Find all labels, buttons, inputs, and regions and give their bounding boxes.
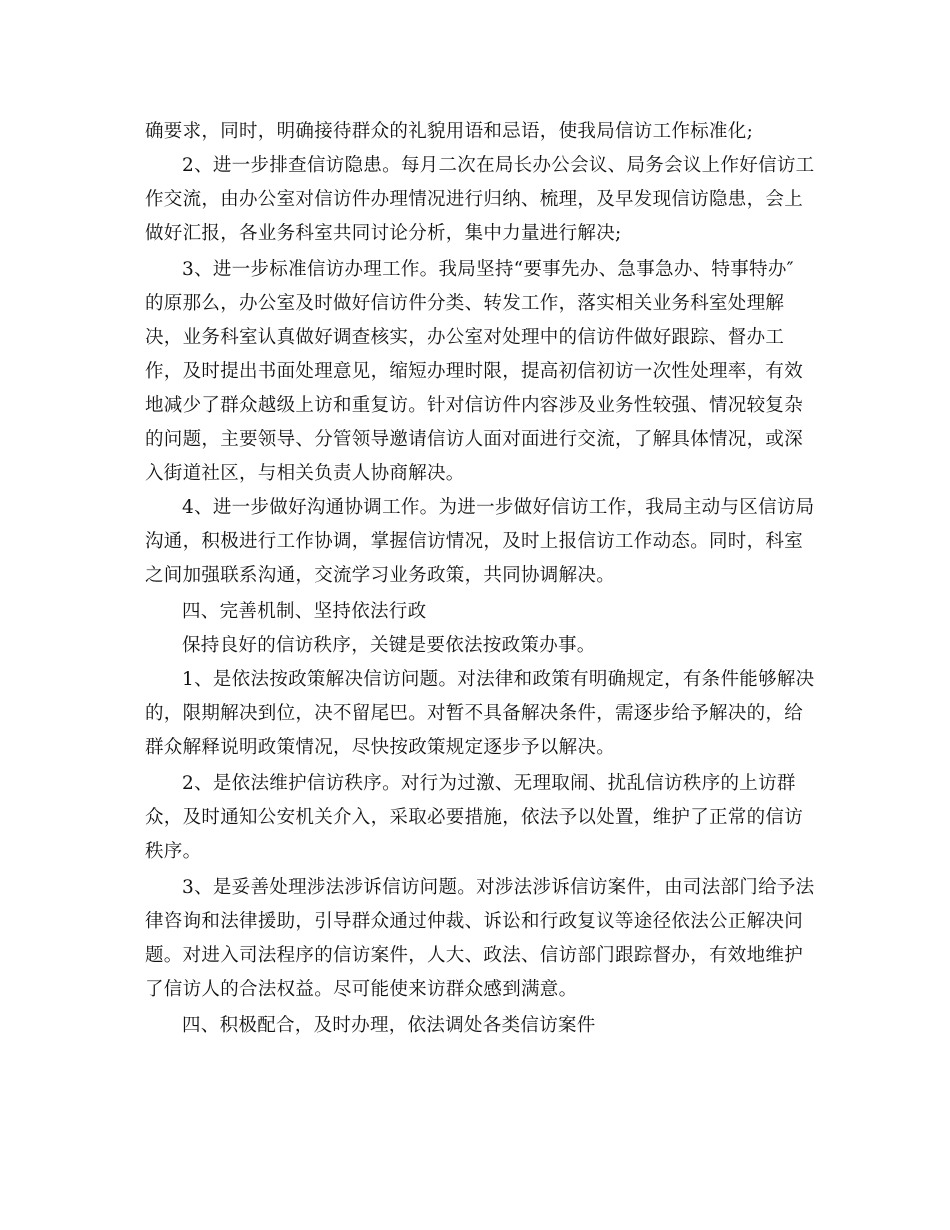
text-line: 作交流，由办公室对信访件办理情况进行归纳、梳理，及早发现信访隐患，会上 [145, 189, 804, 210]
text-line: 的问题，主要领导、分管领导邀请信访人面对面进行交流，了解具体情况，或深 [145, 429, 804, 450]
section-heading: 四、完善机制、坚持依法行政 [182, 601, 427, 622]
text-line: 地减少了群众越级上访和重复访。针对信访件内容涉及业务性较强、情况较复杂 [145, 395, 804, 416]
text-line: 律咨询和法律援助，引导群众通过仲裁、诉讼和行政复议等途径依法公正解决问 [145, 911, 804, 932]
text-line: 3、是妥善处理涉法涉诉信访问题。对涉法涉诉信访案件，由司法部门给予法 [182, 877, 815, 898]
text-line: 决，业务科室认真做好调查核实，办公室对处理中的信访件做好跟踪、督办工 [145, 327, 785, 348]
text-line: 题。对进入司法程序的信访案件，人大、政法、信访部门跟踪督办，有效地维护 [145, 945, 804, 966]
text-line: 之间加强联系沟通，交流学习业务政策，共同协调解决。 [145, 565, 616, 586]
text-line: 作，及时提出书面处理意见，缩短办理时限，提高初信初访一次性处理率，有效 [145, 361, 804, 382]
text-line: 3、进一步标准信访办理工作。我局坚持“要事先办、急事急办、特事特办″ [182, 259, 794, 280]
text-line: 的原那么，办公室及时做好信访件分类、转发工作，落实相关业务科室处理解 [145, 293, 785, 314]
text-line: 众，及时通知公安机关介入，采取必要措施，依法予以处置，维护了正常的信访 [145, 807, 804, 828]
text-line: 的，限期解决到位，决不留尾巴。对暂不具备解决条件，需逐步给予解决的，给 [145, 703, 804, 724]
text-line: 群众解释说明政策情况，尽快按政策规定逐步予以解决。 [145, 737, 616, 758]
text-line: 4、进一步做好沟通协调工作。为进一步做好信访工作，我局主动与区信访局 [182, 497, 815, 518]
text-line: 确要求，同时，明确接待群众的礼貌用语和忌语，使我局信访工作标准化; [145, 121, 754, 142]
text-line: 沟通，积极进行工作协调，掌握信访情况，及时上报信访工作动态。同时，科室 [145, 531, 804, 552]
text-line: 2、是依法维护信访秩序。对行为过激、无理取闹、扰乱信访秩序的上访群 [182, 773, 796, 794]
text-line: 了信访人的合法权益。尽可能使来访群众感到满意。 [145, 979, 578, 1000]
section-heading: 四、积极配合，及时办理，依法调处各类信访案件 [182, 1015, 596, 1036]
text-line: 保持良好的信访秩序，关键是要依法按政策办事。 [182, 635, 596, 656]
text-line: 1、是依法按政策解决信访问题。对法律和政策有明确规定，有条件能够解决 [182, 669, 815, 690]
text-line: 秩序。 [145, 841, 202, 862]
text-line: 做好汇报，各业务科室共同讨论分析，集中力量进行解决; [145, 223, 622, 244]
text-line: 入街道社区，与相关负责人协商解决。 [145, 463, 465, 484]
text-line: 2、进一步排查信访隐患。每月二次在局长办公会议、局务会议上作好信访工 [182, 155, 815, 176]
